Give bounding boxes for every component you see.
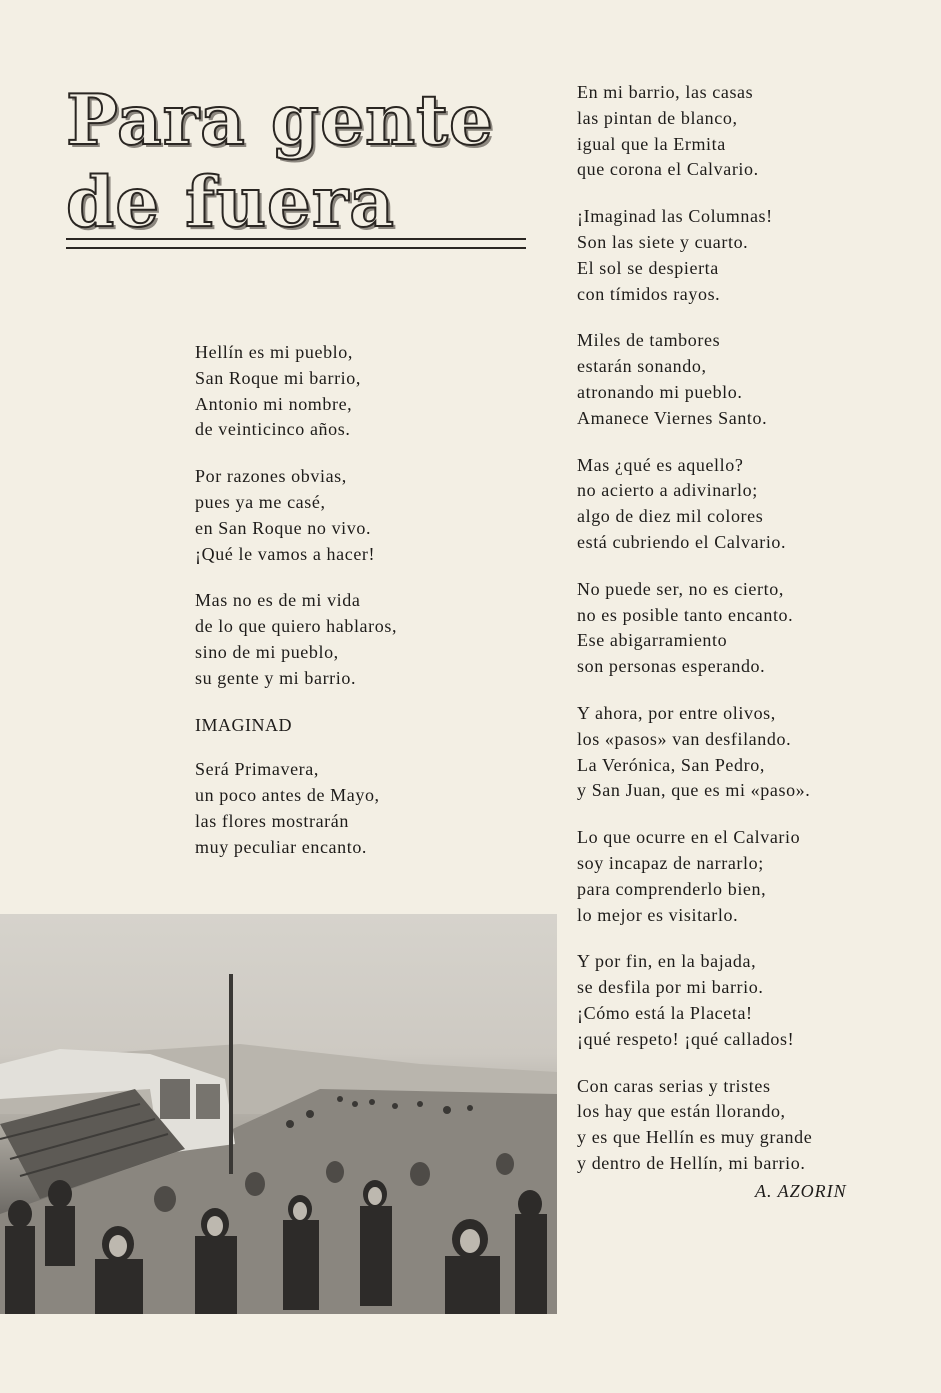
stanza <box>577 204 937 307</box>
stanza <box>195 464 525 567</box>
verse-line: de lo que quiero hablaros, <box>195 616 398 637</box>
verse-line: Con caras serias y tristes <box>577 1075 771 1096</box>
poem-left-column <box>195 340 525 882</box>
verse-line: igual que la Ermita <box>577 133 726 154</box>
verse-line: Mas ¿qué es aquello? <box>577 454 744 475</box>
verse-line: Son las siete y cuarto. <box>577 231 749 252</box>
stanza <box>195 757 525 860</box>
verse-line: que corona el Calvario. <box>577 159 759 180</box>
verse-line: Amanece Viernes Santo. <box>577 407 768 428</box>
verse-line: ¡Qué le vamos a hacer! <box>195 543 376 564</box>
stanza <box>577 453 937 556</box>
verse-line: muy peculiar encanto. <box>195 836 368 857</box>
stanza <box>577 1074 937 1177</box>
verse-line: no acierto a adivinarlo; <box>577 480 758 501</box>
page-title <box>66 80 536 244</box>
verse-line: ¡qué respeto! ¡qué callados! <box>577 1028 795 1049</box>
verse-line: Ese abigarramiento <box>577 630 728 651</box>
verse-line: Mas no es de mi vida <box>195 590 361 611</box>
verse-line: y San Juan, que es mi «paso». <box>577 780 811 801</box>
verse-line: con tímidos rayos. <box>577 283 721 304</box>
verse-line: está cubriendo el Calvario. <box>577 531 787 552</box>
verse-line: ¡Cómo está la Placeta! <box>577 1002 753 1023</box>
verse-line: ¡Imaginad las Columnas! <box>577 206 773 227</box>
stanza <box>577 949 937 1052</box>
verse-line: Hellín es mi pueblo, <box>195 342 353 362</box>
stanza <box>577 80 937 183</box>
verse-line: se desfila por mi barrio. <box>577 977 764 998</box>
author-signature: A. AZORIN <box>755 1181 847 1201</box>
stanza <box>577 701 937 804</box>
verse-line: son personas esperando. <box>577 656 766 677</box>
stanza <box>577 577 937 680</box>
verse-line: Por razones obvias, <box>195 466 347 487</box>
verse-line: de veinticinco años. <box>195 419 351 440</box>
verse-line: los «pasos» van desfilando. <box>577 728 792 749</box>
verse-line: las pintan de blanco, <box>577 107 738 128</box>
stanza <box>195 588 525 691</box>
procession-photo-illustration <box>0 914 557 1314</box>
verse-line: su gente y mi barrio. <box>195 667 357 688</box>
verse-line: sino de mi pueblo, <box>195 641 339 662</box>
stanza <box>577 328 937 431</box>
verse-line: atronando mi pueblo. <box>577 381 743 402</box>
verse-line: No puede ser, no es cierto, <box>577 578 784 599</box>
stanza <box>195 340 525 443</box>
verse-line: pues ya me casé, <box>195 491 326 512</box>
verse-line: Lo que ocurre en el Calvario <box>577 827 801 848</box>
verse-line: y dentro de Hellín, mi barrio. <box>577 1152 806 1173</box>
poem-right-column <box>577 80 937 1198</box>
verse-line: soy incapaz de narrarlo; <box>577 852 764 873</box>
verse-line: Será Primavera, <box>195 759 319 780</box>
verse-line: para comprenderlo bien, <box>577 878 767 899</box>
verse-line: los hay que están llorando, <box>577 1101 786 1122</box>
stanza <box>577 825 937 928</box>
verse-line: Antonio mi nombre, <box>195 393 353 414</box>
title-double-rule <box>66 238 526 249</box>
verse-line: Y por fin, en la bajada, <box>577 951 757 972</box>
verse-line: Y ahora, por entre olivos, <box>577 702 776 723</box>
title-line-2: de fuera <box>66 162 395 243</box>
verse-line: La Verónica, San Pedro, <box>577 754 765 775</box>
verse-line: El sol se despierta <box>577 257 719 278</box>
verse-line: estarán sonando, <box>577 356 707 377</box>
verse-line: y es que Hellín es muy grande <box>577 1127 813 1148</box>
verse-line: algo de diez mil colores <box>577 506 764 527</box>
verse-line: San Roque mi barrio, <box>195 367 361 388</box>
verse-line: En mi barrio, las casas <box>577 82 754 102</box>
verse-line: las flores mostrarán <box>195 810 349 831</box>
verse-line: en San Roque no vivo. <box>195 517 372 538</box>
section-heading: IMAGINAD <box>195 714 292 735</box>
procession-photo <box>0 914 557 1314</box>
verse-line: un poco antes de Mayo, <box>195 785 380 806</box>
verse-line: no es posible tanto encanto. <box>577 604 794 625</box>
title-line-1: Para gente <box>66 80 494 161</box>
verse-line: Miles de tambores <box>577 330 721 351</box>
verse-line: lo mejor es visitarlo. <box>577 904 739 925</box>
